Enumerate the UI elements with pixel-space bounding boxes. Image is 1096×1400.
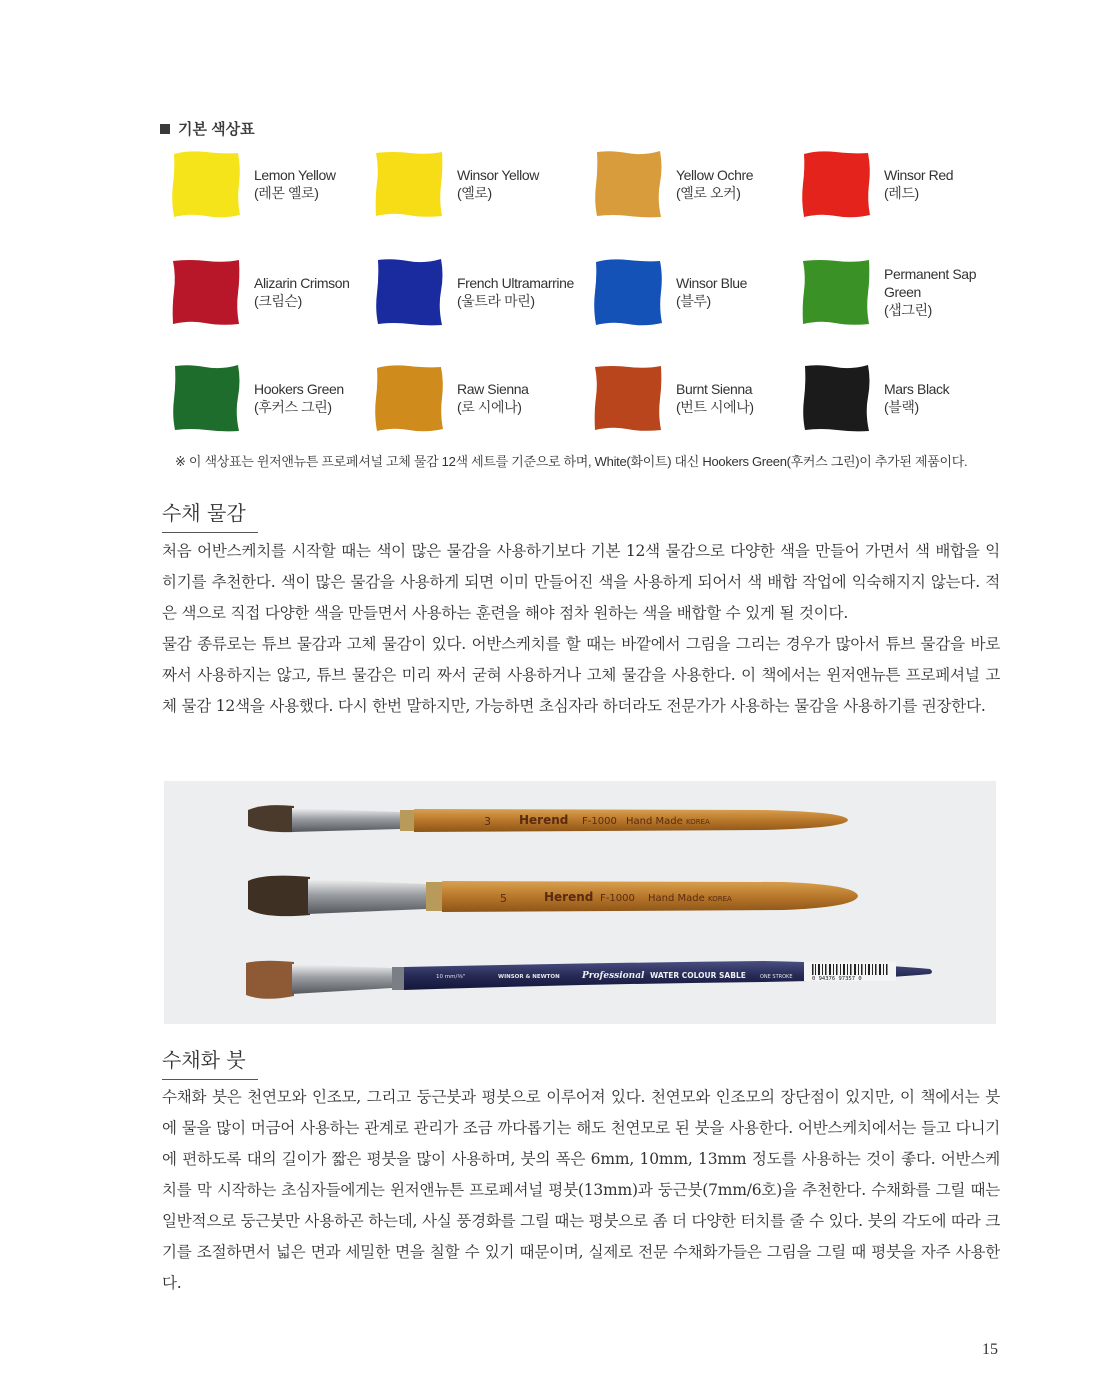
swatch-name: Raw Sienna xyxy=(457,381,529,397)
paint-paragraph-1: 처음 어반스케치를 시작할 때는 색이 많은 물감을 사용하기보다 기본 12색 물감으로 다양한 색을 만들어 가면서 색 배합을 익히기를 추천한다. 색이 많은 물감을 사용하게 되면 이미 만들어진 색을 사용하게 되어서 색 배합 작업에 익숙해지지 않는다. 적은 색으로 직접 다양한 색을 만들면서 사용하는 훈련을 해야 점차 원하는 색을 배합할 수 있게 될 것이다. xyxy=(162,542,1000,622)
paint-swatch-icon xyxy=(592,256,664,328)
brush-brand: Herend xyxy=(544,890,594,904)
brush-size: 10 mm/⅜" xyxy=(436,974,466,980)
swatch-name: Burnt Sienna xyxy=(676,381,753,397)
swatch-korean-name: (옐로) xyxy=(457,185,492,201)
brush-brand: WINSOR & NEWTON xyxy=(498,974,560,980)
swatch-name: Mars Black xyxy=(884,381,950,397)
brush-photo xyxy=(164,781,996,1024)
swatch-name: Winsor Blue xyxy=(676,275,748,291)
brush-crimp xyxy=(392,967,404,990)
brush-crimp xyxy=(426,882,442,911)
paint-swatch-icon xyxy=(170,256,242,328)
swatch-korean-name: (후커스 그린) xyxy=(254,399,332,415)
color-swatch-grid xyxy=(170,148,1000,428)
brush-origin: KOREA xyxy=(686,818,710,826)
swatch-winsor-blue xyxy=(592,256,797,336)
swatch-hookers-green xyxy=(170,362,375,442)
swatch-lemon-yellow xyxy=(170,148,375,228)
brush-bristles xyxy=(246,961,294,999)
swatch-name: French Ultramarrine xyxy=(457,275,574,291)
swatch-winsor-yellow xyxy=(373,148,578,228)
swatch-mars-black xyxy=(800,362,1005,442)
brush-ferrule xyxy=(308,879,426,914)
section-title-watercolor-brush: 수채화 붓 xyxy=(162,1044,258,1080)
brush-handle-number: 3 xyxy=(484,815,491,828)
paint-swatch-icon xyxy=(800,256,872,328)
brush-made-text: Hand Made xyxy=(648,893,705,904)
swatch-korean-name: (로 시에나) xyxy=(457,399,522,415)
swatch-korean-name: (레몬 옐로) xyxy=(254,185,319,201)
brush-ferrule xyxy=(292,964,392,994)
brush-handle-number: 5 xyxy=(500,892,507,905)
brush-paragraph: 수채화 붓은 천연모와 인조모, 그리고 둥근붓과 평붓으로 이루어져 있다. 천연모와 인조모의 장단점이 있지만, 이 책에서는 붓에 물을 많이 머금어 사용하는 관계로 관리가 조금 까다롭기는 해도 천연모로 된 붓을 사용한다. 어반스케치에서는 들고 다니기에 편하도록 대의 길이가 짧은 평붓을 많이 사용하며, 붓의 폭은 6mm, 10mm, 13mm 정도를 사용하는 것이 좋다. 어반스케치를 막 시작하는 초심자들에게는 윈저앤뉴튼 프로페셔널 평붓(13mm)과 둥근붓(7mm/6호)을 추천한다. 수채화를 그릴 때는 일반적으로 둥근붓만 사용하곤 하는데, 사실 풍경화를 그릴 때는 평붓으로 좀 더 다양한 터치를 줄 수 있다. 붓의 각도에 따라 크기를 조절하면서 넓은 면과 세밀한 면을 칠할 수 있기 때문이며, 실제로 전문 수채화가들은 그림을 그릴 때 평붓을 자주 사용한다. xyxy=(162,1088,1000,1292)
section-title-watercolor-paint: 수채 물감 xyxy=(162,497,258,533)
swatch-permanent-sap-green xyxy=(800,256,1005,336)
brush-series: Professional xyxy=(582,971,645,981)
swatch-korean-name: (울트라 마린) xyxy=(457,293,535,309)
color-chart-heading-text: 기본 색상표 xyxy=(178,121,255,138)
swatch-korean-name: (블랙) xyxy=(884,399,919,415)
brush-bristles xyxy=(248,876,310,916)
swatch-korean-name: (블루) xyxy=(676,293,711,309)
paint-swatch-icon xyxy=(373,148,445,220)
swatch-name: Lemon Yellow xyxy=(254,167,336,183)
paint-swatch-icon xyxy=(373,362,445,434)
paint-swatch-icon xyxy=(170,148,242,220)
swatch-korean-name: (샙그린) xyxy=(884,302,932,318)
paint-swatch-icon xyxy=(592,148,664,220)
brush-made-text: Hand Made xyxy=(626,816,683,827)
brush-ferrule xyxy=(292,808,400,832)
brush-bristles xyxy=(248,805,294,832)
paint-paragraph-2: 물감 종류로는 튜브 물감과 고체 물감이 있다. 어반스케치를 할 때는 바깥에서 그림을 그리는 경우가 많아서 튜브 물감을 바로 짜서 사용하지는 않고, 튜브 물감은 미리 짜서 굳혀 사용하거나 고체 물감을 사용한다. 이 책에서는 윈저앤뉴튼 프로페셔널 고체 물감 12색을 사용했다. 다시 한번 말하지만, 가능하면 초심자라 하더라도 전문가가 사용하는 물감을 사용하기를 권장한다. xyxy=(162,635,1000,715)
swatch-korean-name: (번트 시에나) xyxy=(676,399,754,415)
swatch-name: Winsor Red xyxy=(884,167,954,183)
brush-model: F-1000 xyxy=(582,816,617,827)
brush-brand: Herend xyxy=(519,813,569,827)
color-chart-heading xyxy=(160,118,255,139)
swatch-name: Yellow Ochre xyxy=(676,167,754,183)
color-chart-note: ※ 이 색상표는 윈저앤뉴튼 프로페셔널 고체 물감 12색 세트를 기준으로 하며, White(화이트) 대신 Hookers Green(후커스 그린)이 추가된 제품이다. xyxy=(175,454,968,469)
brush-crimp xyxy=(400,810,414,831)
swatch-korean-name: (레드) xyxy=(884,185,919,201)
brush-model: F-1000 xyxy=(600,893,635,904)
barcode-number: 0 94376 97357 0 xyxy=(812,976,862,982)
swatch-alizarin-crimson xyxy=(170,256,375,336)
flat-brush-5 xyxy=(248,876,858,916)
swatch-yellow-ochre xyxy=(592,148,797,228)
brush-photo-illustration xyxy=(164,781,996,1024)
brush-line: WATER COLOUR SABLE xyxy=(650,971,746,980)
swatch-raw-sienna xyxy=(373,362,578,442)
brush-origin: KOREA xyxy=(708,895,732,903)
swatch-french-ultramarine xyxy=(373,256,578,336)
page-number: 15 xyxy=(982,1341,998,1358)
swatch-name: Winsor Yellow xyxy=(457,167,539,183)
paint-swatch-icon xyxy=(800,148,872,220)
swatch-name: Alizarin Crimson xyxy=(254,275,350,291)
swatch-name: Hookers Green xyxy=(254,381,344,397)
square-bullet-icon xyxy=(160,124,170,134)
sable-one-stroke-brush xyxy=(246,961,932,999)
swatch-burnt-sienna xyxy=(592,362,797,442)
flat-brush-3 xyxy=(248,805,848,832)
paint-swatch-icon xyxy=(170,362,242,434)
swatch-korean-name: (크림슨) xyxy=(254,293,302,309)
paint-swatch-icon xyxy=(800,362,872,434)
swatch-name: Permanent Sap Green xyxy=(884,266,977,300)
brush-type: ONE STROKE xyxy=(760,974,793,980)
swatch-winsor-red xyxy=(800,148,1005,228)
swatch-korean-name: (옐로 오커) xyxy=(676,185,741,201)
paint-swatch-icon xyxy=(592,362,664,434)
paint-swatch-icon xyxy=(373,256,445,328)
